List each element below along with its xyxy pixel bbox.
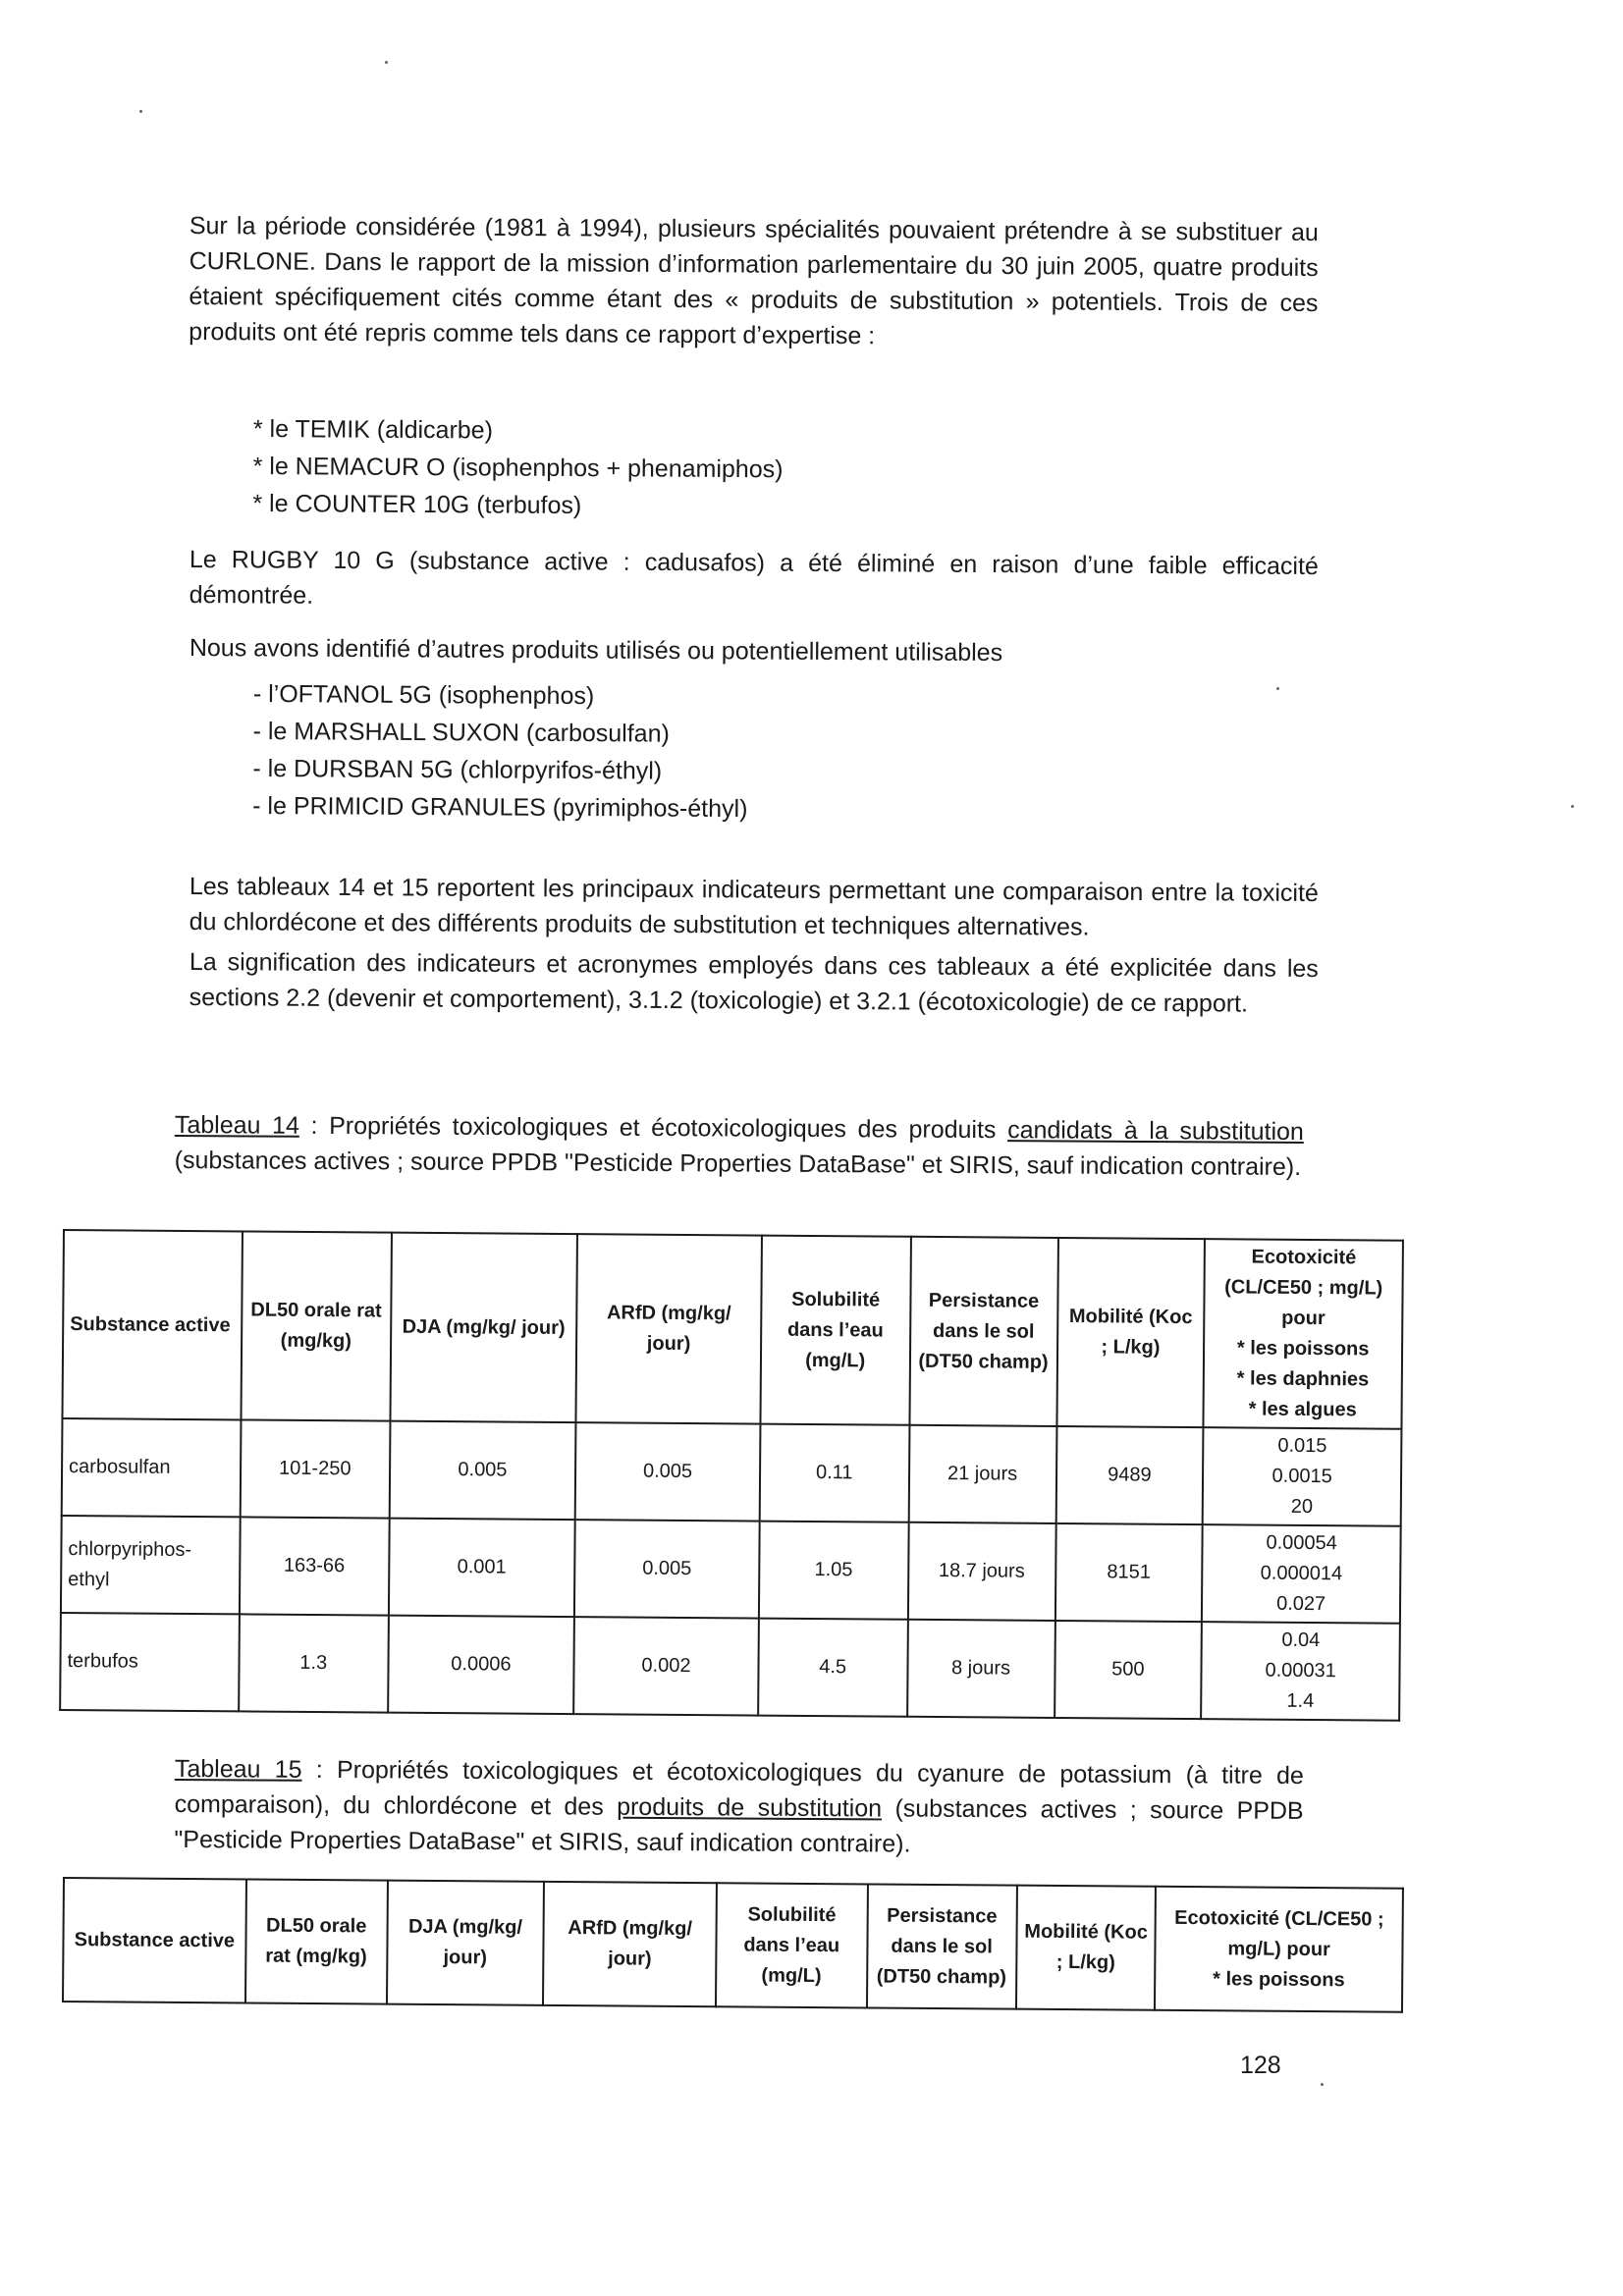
cell-ecotoxicite: 0.00054 0.000014 0.027: [1202, 1524, 1401, 1624]
table15-label: Tableau 15: [174, 1754, 302, 1784]
table15-caption: Tableau 15 : Propriétés toxicologiques et écotoxicologiques du cyanure de potassium (à titre de comparaison), du chlordécone et des produits de substitution (substances actives ; source PPDB "Pesticide Properties DataBase" et SIRIS, sauf indication contraire).: [174, 1754, 1304, 1858]
cell-persistance: 18.7 jours: [907, 1522, 1055, 1621]
header-dl50: DL50 orale rat (mg/kg): [241, 1231, 391, 1420]
cell-substance: terbufos: [60, 1613, 240, 1711]
table14-label: Tableau 14: [174, 1110, 299, 1140]
list-item: * le COUNTER 10G (terbufos): [252, 489, 582, 520]
cell-ecotoxicite: 0.015 0.0015 20: [1203, 1427, 1402, 1526]
intro-paragraph: Sur la période considérée (1981 à 1994), plusieurs spécialités pouvaient prétendre à se substituer au CURLONE. Dans le rapport de la mission d’information parlementaire du 30 juin 2005, quatre produits étaient spécifiquement cités comme étant des « produits de substitution » potentiels. Trois de ces produits ont été repris comme tels dans ce rapport d’expertise :: [189, 211, 1319, 350]
cell-mobilite: 500: [1055, 1621, 1203, 1719]
cell-dja: 0.001: [388, 1519, 574, 1617]
table-row: [62, 1418, 1402, 1526]
cell-dl50: 163-66: [240, 1517, 390, 1615]
header-persistance: Persistance dans le sol (DT50 champ): [867, 1884, 1017, 2008]
cell-persistance: 8 jours: [907, 1620, 1055, 1718]
list-item: - le MARSHALL SUXON (carbosulfan): [252, 717, 670, 748]
scan-speck: [1321, 2083, 1324, 2086]
header-substance: Substance active: [62, 1230, 242, 1419]
scan-speck: [139, 110, 142, 113]
table14-header-row: [62, 1230, 1402, 1429]
other-products-list: [252, 675, 748, 828]
cell-arfd: 0.005: [575, 1422, 760, 1521]
list-item: - l’OFTANOL 5G (isophenphos): [252, 679, 595, 711]
other-products-intro: Nous avons identifié d’autres produits utilisés ou potentiellement utilisables: [189, 633, 1003, 667]
table14: [59, 1229, 1404, 1722]
cell-dl50: 1.3: [239, 1614, 389, 1712]
header-arfd: ARfD (mg/kg/ jour): [543, 1882, 717, 2006]
list-item: * le TEMIK (aldicarbe): [252, 414, 494, 445]
cell-dja: 0.0006: [388, 1616, 574, 1714]
cell-substance: chlorpyriphos-ethyl: [61, 1516, 241, 1614]
cell-arfd: 0.005: [574, 1520, 759, 1618]
table15: [62, 1877, 1404, 2013]
list-item: - le DURSBAN 5G (chlorpyrifos-éthyl): [252, 754, 663, 785]
scan-speck: [1276, 687, 1279, 690]
header-mobilite: Mobilité (Koc ; L/kg): [1056, 1238, 1205, 1427]
cell-mobilite: 9489: [1055, 1426, 1204, 1524]
tables-intro-paragraph: Les tableaux 14 et 15 reportent les principaux indicateurs permettant une comparaison entre la toxicité du chlordécone et des différents produits de substitution et techniques alternatives.: [189, 872, 1319, 941]
header-dja: DJA (mg/kg/ jour): [390, 1233, 577, 1422]
header-dja: DJA (mg/kg/ jour): [387, 1881, 545, 2005]
candidate-products-list: [252, 410, 784, 525]
cell-solubilite: 0.11: [759, 1424, 909, 1522]
list-item: - le PRIMICID GRANULES (pyrimiphos-éthyl): [252, 791, 748, 824]
table15-header-row: [63, 1878, 1403, 2012]
header-ecotoxicite: Ecotoxicité (CL/CE50 ; mg/L) pour * les poissons * les daphnies * les algues: [1204, 1239, 1403, 1429]
header-solubilite: Solubilité dans l’eau (mg/L): [760, 1236, 910, 1425]
page-number: 128: [1240, 2052, 1281, 2079]
cell-solubilite: 4.5: [758, 1619, 908, 1717]
header-substance: Substance active: [63, 1878, 246, 2002]
table14-caption: Tableau 14 : Propriétés toxicologiques et écotoxicologiques des produits candidats à la substitution (substances actives ; source PPDB "Pesticide Properties DataBase" et SIRIS, sauf indication contraire).: [174, 1110, 1304, 1182]
cell-persistance: 21 jours: [908, 1425, 1056, 1523]
header-mobilite: Mobilité (Koc ; L/kg): [1016, 1886, 1157, 2010]
cell-mobilite: 8151: [1055, 1523, 1203, 1622]
rugby-paragraph: Le RUGBY 10 G (substance active : cadusafos) a été éliminé en raison d’une faible efficacité démontrée.: [189, 545, 1319, 610]
header-dl50: DL50 orale rat (mg/kg): [245, 1879, 388, 2003]
cell-substance: carbosulfan: [62, 1418, 242, 1517]
list-item: * le NEMACUR O (isophenphos + phenamiphos): [252, 452, 784, 484]
header-persistance: Persistance dans le sol (DT50 champ): [909, 1237, 1057, 1426]
cell-dja: 0.005: [389, 1421, 575, 1520]
cell-solubilite: 1.05: [759, 1522, 909, 1620]
cell-arfd: 0.002: [573, 1617, 758, 1715]
table-row: [61, 1516, 1401, 1624]
cell-ecotoxicite: 0.04 0.00031 1.4: [1201, 1622, 1400, 1721]
cell-dl50: 101-250: [241, 1419, 391, 1518]
table-row: [60, 1613, 1400, 1721]
scan-speck: [1571, 805, 1574, 808]
header-solubilite: Solubilité dans l’eau (mg/L): [716, 1883, 868, 2007]
indicators-paragraph: La signification des indicateurs et acronymes employés dans ces tableaux a été explicitée dans les sections 2.2 (devenir et comportement), 3.1.2 (toxicologie) et 3.2.1 (écotoxicologie) de ce rapport.: [189, 947, 1319, 1018]
header-arfd: ARfD (mg/kg/ jour): [576, 1234, 762, 1423]
scan-speck: [385, 61, 388, 64]
header-ecotoxicite: Ecotoxicité (CL/CE50 ; mg/L) pour * les poissons: [1155, 1887, 1403, 2012]
